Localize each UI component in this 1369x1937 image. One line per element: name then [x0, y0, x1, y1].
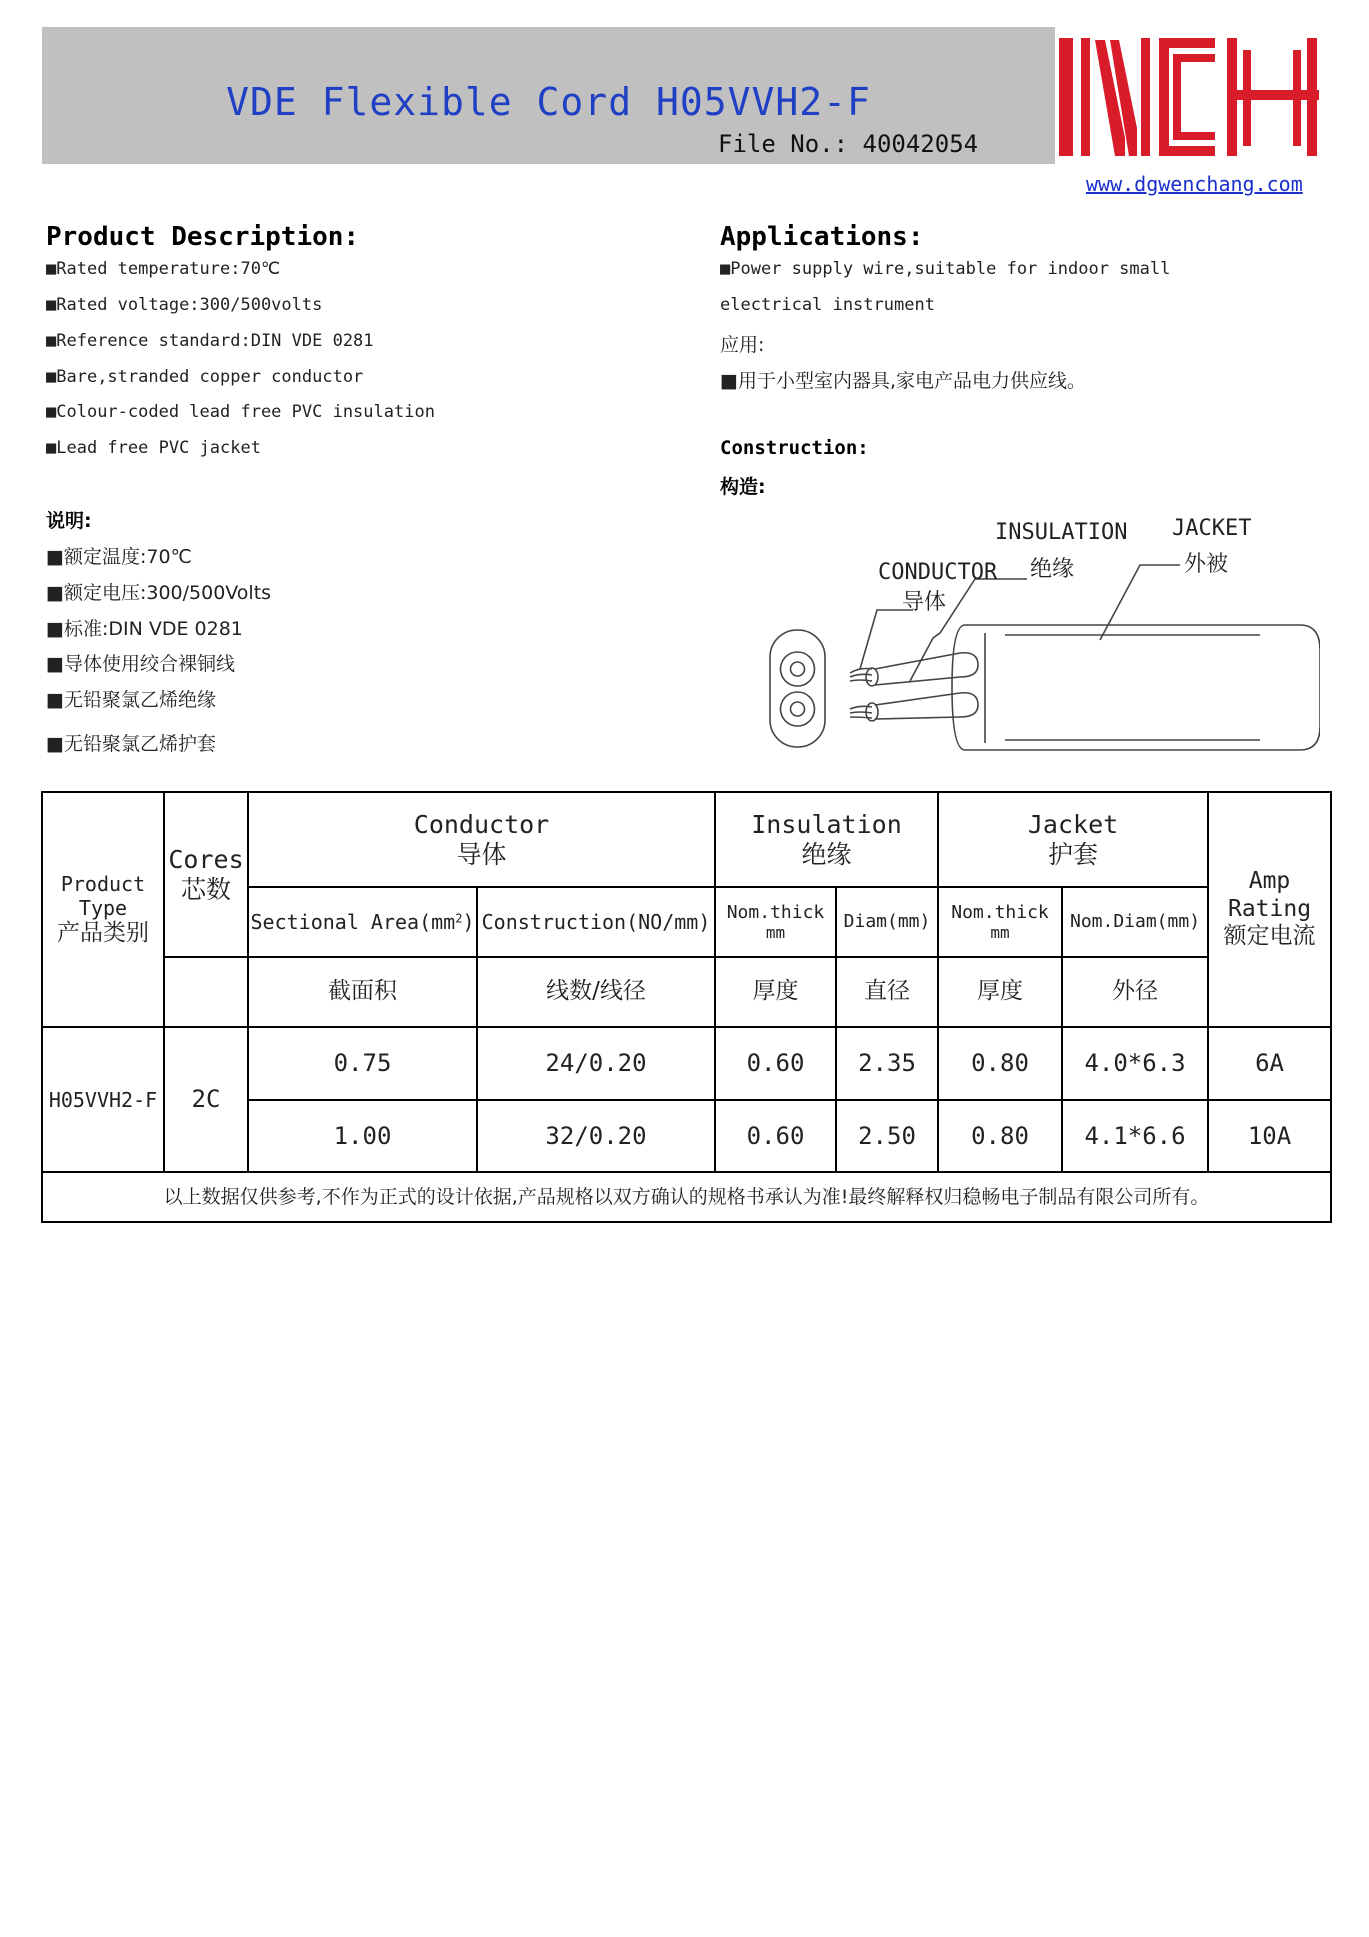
description-item: ■Rated temperature:70℃ [46, 259, 281, 279]
header-insulation-diameter: Diam(mm) [836, 887, 938, 957]
jacket-cn-label: 外被 [1184, 552, 1229, 577]
amp-rating-cell: 10A [1208, 1100, 1331, 1172]
jacket-diameter-cell: 4.1*6.6 [1062, 1100, 1208, 1172]
file-number: File No.: 40042054 [718, 130, 979, 158]
applications-title: Applications: [720, 222, 924, 252]
product-type-cell: H05VVH2-F [42, 1027, 164, 1172]
header-cores-cont [164, 957, 248, 1027]
header-product-type: Product Type 产品类别 [42, 792, 164, 1027]
description-item: ■Colour-coded lead free PVC insulation [46, 402, 435, 422]
insulation-label: INSULATION [995, 520, 1128, 545]
cable-cross-section [770, 630, 825, 747]
table-row [42, 1027, 1331, 1100]
description-item: ■Bare,stranded copper conductor [46, 367, 364, 387]
construction-cn-label: 构造: [720, 476, 766, 498]
applications-item: ■Power supply wire,suitable for indoor small [720, 259, 1171, 279]
spec-table [41, 791, 1332, 1223]
jacket-thickness-cell: 0.80 [938, 1100, 1062, 1172]
company-logo [1055, 30, 1323, 160]
applications-item-cont: electrical instrument [720, 295, 935, 315]
header-cn-jacket-thickness: 厚度 [938, 957, 1062, 1027]
description-item: ■Rated voltage:300/500volts [46, 295, 323, 315]
description-cn-item: ■无铅聚氯乙烯护套 [46, 733, 216, 755]
cross-section-core-1 [781, 652, 815, 686]
description-cn-title: 说明: [46, 510, 92, 532]
conductor-cn-label: 导体 [902, 590, 947, 615]
applications-cn-item: ■用于小型室内器具,家电产品电力供应线。 [720, 370, 1086, 392]
jacket-label: JACKET [1172, 516, 1252, 541]
description-cn-item: ■无铅聚氯乙烯绝缘 [46, 689, 216, 711]
description-item: ■Reference standard:DIN VDE 0281 [46, 331, 374, 351]
insulation-cn-label: 绝缘 [1030, 557, 1075, 582]
header-cn-sectional-area: 截面积 [248, 957, 477, 1027]
header-cn-insulation-thickness: 厚度 [715, 957, 836, 1027]
header-jacket-thickness: Nom.thick mm [938, 887, 1062, 957]
description-cn-item: ■额定温度:70℃ [46, 546, 192, 568]
website-link[interactable]: www.dgwenchang.com [1086, 172, 1303, 196]
description-cn-item: ■标准:DIN VDE 0281 [46, 618, 243, 640]
jacket-thickness-cell: 0.80 [938, 1027, 1062, 1100]
header-construction: Construction(NO/mm) [477, 887, 715, 957]
insulation-diameter-cell: 2.50 [836, 1100, 938, 1172]
header-cores: Cores 芯数 [164, 792, 248, 957]
header-insulation-thickness: Nom.thick mm [715, 887, 836, 957]
description-cn-item: ■导体使用绞合裸铜线 [46, 653, 235, 675]
construction-cell: 24/0.20 [477, 1027, 715, 1100]
insulation-thickness-cell: 0.60 [715, 1100, 836, 1172]
header-sectional-area: Sectional $Area(mm^2)$ [248, 887, 477, 957]
header-amp-rating: Amp Rating 额定电流 [1208, 792, 1331, 1027]
insulated-core-1 [875, 653, 978, 685]
jacket-diameter-cell: 4.0*6.3 [1062, 1027, 1208, 1100]
construction-cell: 32/0.20 [477, 1100, 715, 1172]
construction-label: Construction: [720, 437, 869, 459]
conductor-label: CONDUCTOR [878, 560, 998, 585]
cable-construction-diagram [740, 505, 1320, 755]
header-conductor: Conductor 导体 [248, 792, 715, 887]
header-cn-insulation-diameter: 直径 [836, 957, 938, 1027]
amp-rating-cell: 6A [1208, 1027, 1331, 1100]
jacket-body [952, 625, 1320, 750]
cores-cell: 2C [164, 1027, 248, 1172]
insulation-thickness-cell: 0.60 [715, 1027, 836, 1100]
jacket-leader-line [1100, 565, 1180, 640]
description-cn-item: ■额定电压:300/500Volts [46, 582, 272, 604]
header-jacket: Jacket 护套 [938, 792, 1208, 887]
header-cn-jacket-diameter: 外径 [1062, 957, 1208, 1027]
product-description-title: Product Description: [46, 222, 360, 252]
header-insulation: Insulation 绝缘 [715, 792, 938, 887]
insulated-core-2 [875, 693, 978, 719]
insulation-diameter-cell: 2.35 [836, 1027, 938, 1100]
header-cn-construction: 线数/线径 [477, 957, 715, 1027]
header-jacket-diameter: Nom.Diam(mm) [1062, 887, 1208, 957]
conductor-leader-line [860, 610, 913, 669]
document-title: VDE Flexible Cord H05VVH2-F [226, 80, 871, 124]
cross-section-core-2 [781, 692, 815, 726]
sectional-area-cell: 0.75 [248, 1027, 477, 1100]
applications-cn-label: 应用: [720, 334, 765, 356]
description-item: ■Lead free PVC jacket [46, 438, 261, 458]
sectional-area-cell: 1.00 [248, 1100, 477, 1172]
table-disclaimer-note: 以上数据仅供参考,不作为正式的设计依据,产品规格以双方确认的规格书承认为准!最终解释权归稳畅电子制品有限公司所有。 [42, 1172, 1331, 1222]
